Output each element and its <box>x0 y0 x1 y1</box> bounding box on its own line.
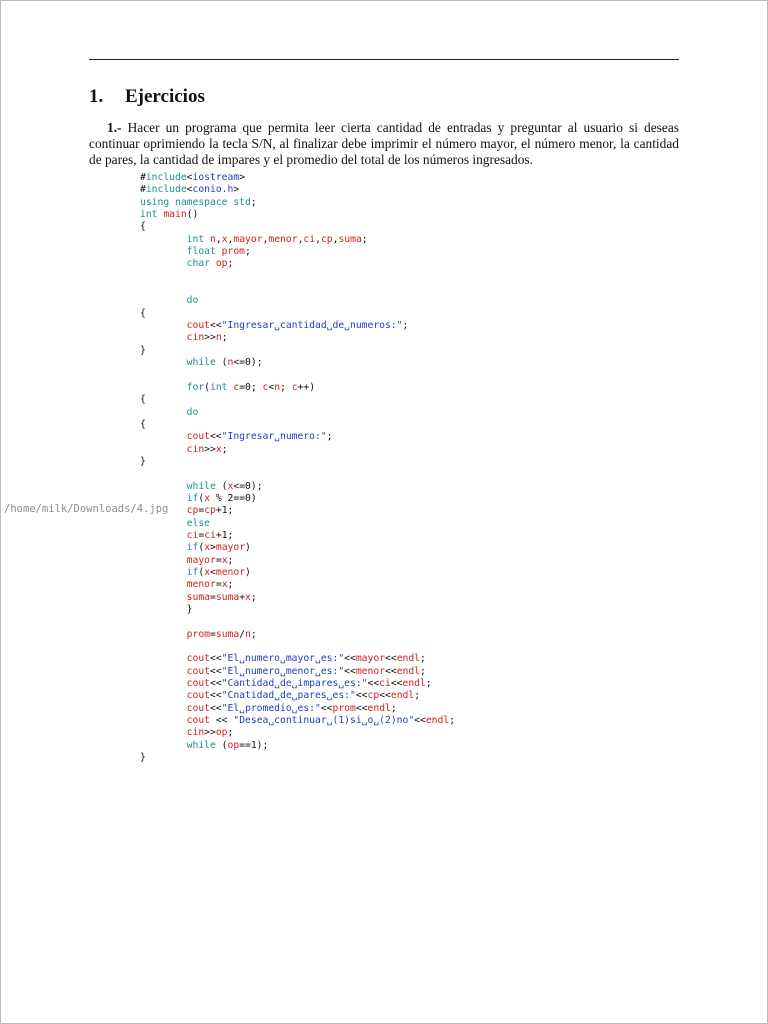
code-token: << <box>210 320 222 332</box>
code-token: +1; <box>215 505 234 517</box>
code-token: int <box>210 381 234 393</box>
code-token: ++) <box>297 381 316 393</box>
code-token: for <box>186 381 205 393</box>
code-token: = <box>210 628 216 640</box>
code-token: do <box>186 406 199 418</box>
code-token: , <box>315 233 321 245</box>
code-line <box>140 357 455 369</box>
code-token <box>140 690 187 701</box>
code-token: ; <box>414 690 421 702</box>
code-token: "El␣numero␣menor␣es:" <box>221 665 345 677</box>
code-token: int <box>186 233 211 245</box>
code-token <box>140 258 187 269</box>
code-token: > <box>233 184 240 196</box>
code-line <box>140 197 455 209</box>
code-token: , <box>262 233 269 245</box>
code-token: << <box>355 702 368 714</box>
code-token: cp <box>367 690 380 702</box>
code-line <box>140 604 455 616</box>
code-token: << <box>210 690 222 702</box>
code-token: suma <box>338 233 362 245</box>
code-token: include <box>145 172 187 183</box>
code-line <box>140 271 455 283</box>
code-token <box>140 357 187 368</box>
code-token <box>140 246 187 257</box>
code-token: prom <box>332 702 356 714</box>
code-line <box>140 456 455 468</box>
section-title: Ejercicios <box>125 86 205 107</box>
code-line <box>140 295 455 307</box>
code-token: x <box>204 567 211 578</box>
code-line <box>140 616 455 628</box>
code-token: () <box>186 209 199 221</box>
code-token: main <box>163 209 187 221</box>
code-token: endl <box>367 702 391 714</box>
code-token: menor <box>186 579 216 591</box>
code-token: >> <box>204 727 216 739</box>
code-token: ( <box>198 542 205 554</box>
code-token: cp <box>320 233 333 245</box>
code-token: cout <box>186 653 211 665</box>
code-token: ; <box>425 678 432 690</box>
code-token: ; <box>221 443 228 455</box>
code-token: if <box>186 492 199 504</box>
code-token: include <box>145 184 187 196</box>
code-line <box>140 505 455 517</box>
code-token: ( <box>221 739 228 751</box>
code-token <box>140 542 187 553</box>
code-token: op <box>215 258 228 270</box>
code-token: ; <box>326 431 333 443</box>
code-token: { <box>140 307 146 319</box>
code-token: menor <box>215 567 246 578</box>
code-token: endl <box>396 665 421 677</box>
code-line <box>140 715 455 727</box>
code-token: while <box>186 739 222 751</box>
code-token: >> <box>204 443 216 455</box>
code-line <box>140 258 455 270</box>
code-token <box>140 332 187 343</box>
code-line <box>140 221 455 233</box>
code-token: % 2==0) <box>210 492 257 504</box>
code-token <box>140 481 187 492</box>
code-token: suma <box>215 628 240 640</box>
code-token: mayor <box>186 554 216 566</box>
code-token: ci <box>379 678 391 690</box>
code-token: +1; <box>215 529 234 541</box>
code-line <box>140 332 455 344</box>
code-token: cout <box>186 431 211 443</box>
code-token <box>140 295 187 306</box>
code-line <box>140 184 455 196</box>
code-line <box>140 345 455 357</box>
code-token: << <box>367 678 380 690</box>
code-line <box>140 592 455 604</box>
code-token: ; <box>402 320 409 332</box>
code-token: / <box>239 628 246 640</box>
code-token: # <box>140 172 146 183</box>
code-token: prom <box>221 246 246 258</box>
code-token: ; <box>227 579 234 591</box>
code-line <box>140 246 455 258</box>
code-token: ci <box>303 233 316 245</box>
code-token <box>140 567 187 578</box>
code-token: n <box>227 357 234 369</box>
code-token: } <box>186 604 193 616</box>
code-token: << <box>320 702 333 714</box>
code-token <box>140 678 187 689</box>
code-line <box>140 518 455 530</box>
code-token: cin <box>186 727 205 739</box>
code-token: ; <box>227 258 234 270</box>
code-token: char <box>186 258 216 270</box>
code-line <box>140 567 455 579</box>
code-line <box>140 468 455 480</box>
code-token: = <box>198 529 205 541</box>
code-token: < <box>210 567 216 578</box>
code-line <box>140 678 455 690</box>
code-line <box>140 172 455 184</box>
code-token: if <box>186 542 199 554</box>
code-token: mayor <box>233 233 263 245</box>
code-token: >> <box>204 332 216 344</box>
code-token: while <box>186 357 222 369</box>
code-token <box>140 703 187 714</box>
code-token <box>140 727 187 738</box>
code-token: = <box>198 505 205 517</box>
code-token: cout <box>186 320 211 332</box>
code-token: < <box>186 172 193 183</box>
code-token <box>140 382 187 393</box>
code-line <box>140 740 455 752</box>
code-token: ci <box>204 529 216 541</box>
file-path-watermark: /home/milk/Downloads/4.jpg <box>4 503 169 515</box>
code-token: n <box>245 628 251 640</box>
code-token: cout <box>186 715 211 727</box>
section-heading <box>89 86 205 108</box>
code-token: << <box>210 678 222 690</box>
code-token <box>140 518 187 529</box>
code-token: int <box>140 209 164 221</box>
code-token: "Desea␣continuar␣(1)si␣o␣(2)no" <box>233 715 415 727</box>
exercise-text: Hacer un programa que permita leer cierta cantidad de entradas y preguntar al usuario si deseas continuar oprimiendo la tecla S/N, al finalizar debe imprimir el número mayor, el número menor, la cantidad de pares, la cantidad de impares y el promedio del total de los números ingresados. <box>89 120 679 167</box>
code-token: prom <box>186 628 211 640</box>
code-line <box>140 542 455 554</box>
code-token: float <box>186 246 222 258</box>
code-token: ( <box>198 492 205 504</box>
code-token: << <box>385 665 397 677</box>
code-token: ; <box>250 591 257 603</box>
code-token: << <box>414 715 426 727</box>
code-token: x <box>221 233 228 245</box>
code-token: << <box>385 653 397 665</box>
code-token: { <box>140 221 146 233</box>
code-token: =0; <box>239 381 263 393</box>
code-token: = <box>215 554 222 566</box>
code-token: "Ingresar␣cantidad␣de␣numeros:" <box>221 320 403 332</box>
code-token: iostream <box>192 172 240 183</box>
code-token: , <box>215 233 222 245</box>
code-token: ; <box>420 653 426 665</box>
code-token: menor <box>355 665 386 677</box>
code-line <box>140 394 455 406</box>
code-token: ( <box>221 357 228 369</box>
code-token: "Ingresar␣numero:" <box>221 431 327 443</box>
code-token: ( <box>204 381 211 393</box>
code-token: ci <box>186 529 199 541</box>
code-token: ) <box>245 567 251 578</box>
code-token: << <box>355 690 368 702</box>
code-token: suma <box>215 591 240 603</box>
code-token: cin <box>186 332 205 344</box>
code-token: c <box>291 381 298 393</box>
code-line <box>140 419 455 431</box>
code-token: { <box>140 418 146 430</box>
code-token: ; <box>361 233 368 245</box>
code-token: { <box>140 394 146 406</box>
code-token: ( <box>221 480 228 492</box>
code-token: "El␣promedio␣es:" <box>221 702 321 714</box>
code-token: < <box>268 381 275 393</box>
exercise-statement <box>89 120 679 168</box>
code-token: endl <box>390 690 415 702</box>
code-token: << <box>379 690 391 702</box>
code-token: cp <box>186 505 199 517</box>
code-token: << <box>344 653 356 665</box>
code-line <box>140 209 455 221</box>
code-token <box>140 666 187 677</box>
code-token: ) <box>245 542 251 554</box>
code-token: while <box>186 480 222 492</box>
code-line <box>140 234 455 246</box>
code-token: # <box>140 184 146 196</box>
code-token: << <box>210 665 222 677</box>
code-token: menor <box>268 233 298 245</box>
code-token: suma <box>186 591 211 603</box>
code-token <box>140 493 187 504</box>
code-token: ; <box>221 332 228 344</box>
code-token: x <box>204 542 211 554</box>
code-token: << <box>390 678 403 690</box>
code-line <box>140 431 455 443</box>
code-line <box>140 493 455 505</box>
header-rule <box>89 59 679 60</box>
exercise-label: 1.- <box>107 120 122 135</box>
code-token <box>140 505 187 516</box>
code-token: , <box>332 233 339 245</box>
code-token: conio.h <box>192 184 234 196</box>
code-token: > <box>210 542 216 554</box>
code-token <box>140 530 187 541</box>
code-token <box>140 715 187 726</box>
code-line <box>140 370 455 382</box>
code-line <box>140 629 455 641</box>
code-token <box>140 431 187 442</box>
code-token: ; <box>280 381 292 393</box>
code-token: x <box>221 554 228 566</box>
code-token: <=0); <box>233 480 263 492</box>
code-token: << <box>210 702 222 714</box>
code-token: n <box>274 381 281 393</box>
code-token: + <box>239 591 246 603</box>
code-line <box>140 703 455 715</box>
code-line <box>140 727 455 739</box>
code-token: cout <box>186 690 211 702</box>
code-token <box>140 629 187 640</box>
code-token: } <box>140 752 146 764</box>
code-token: using namespace std <box>140 196 251 208</box>
code-token: mayor <box>215 542 246 554</box>
code-token <box>140 740 187 751</box>
code-token: ( <box>198 567 205 578</box>
code-token: ==1); <box>239 739 269 751</box>
code-line <box>140 382 455 394</box>
code-token <box>140 234 187 245</box>
code-token: x <box>204 492 211 504</box>
code-token: ; <box>250 196 257 208</box>
code-token: , <box>297 233 304 245</box>
code-token: ; <box>420 665 426 677</box>
code-token: x <box>221 579 228 591</box>
code-token: cout <box>186 665 211 677</box>
code-token: = <box>215 579 222 591</box>
code-token: do <box>186 295 199 307</box>
code-token <box>140 604 187 615</box>
code-line <box>140 283 455 295</box>
code-line <box>140 641 455 653</box>
code-line <box>140 481 455 493</box>
code-token: = <box>210 591 216 603</box>
code-line <box>140 308 455 320</box>
code-token: < <box>186 184 193 196</box>
code-token: cp <box>204 505 216 517</box>
code-token <box>140 320 187 331</box>
code-token <box>140 592 187 603</box>
code-token: "El␣numero␣mayor␣es:" <box>221 653 345 665</box>
code-line <box>140 530 455 542</box>
code-token: n <box>215 332 222 344</box>
code-token: << <box>210 715 234 727</box>
code-token: } <box>140 455 146 467</box>
code-token: else <box>186 517 211 529</box>
code-line <box>140 555 455 567</box>
code-token: << <box>210 431 222 443</box>
code-line <box>140 752 455 764</box>
code-token: << <box>344 665 356 677</box>
code-token: cin <box>186 443 205 455</box>
code-token: "Cantidad␣de␣impares␣es:" <box>221 678 368 690</box>
code-line <box>140 653 455 665</box>
code-token: n <box>210 233 216 245</box>
code-line <box>140 579 455 591</box>
code-line <box>140 666 455 678</box>
code-line <box>140 320 455 332</box>
code-token: } <box>140 344 146 356</box>
code-token: ; <box>227 554 234 566</box>
code-token: ; <box>245 246 251 258</box>
code-token: c <box>233 381 240 393</box>
code-token: x <box>227 480 234 492</box>
code-token: x <box>215 443 222 455</box>
code-token <box>140 444 187 455</box>
code-token: cout <box>186 702 211 714</box>
code-token: "Cnatidad␣de␣pares␣es:" <box>221 690 356 702</box>
code-token: mayor <box>355 653 386 665</box>
code-line <box>140 444 455 456</box>
code-listing <box>140 172 455 765</box>
code-token: endl <box>396 653 421 665</box>
code-line <box>140 407 455 419</box>
code-token: op <box>227 739 240 751</box>
code-token: ; <box>250 628 257 640</box>
code-token <box>140 407 187 418</box>
code-token: ; <box>449 715 456 727</box>
code-token <box>140 579 187 590</box>
code-token: endl <box>402 678 426 690</box>
code-token: c <box>262 381 269 393</box>
code-token: op <box>215 727 228 739</box>
code-line <box>140 690 455 702</box>
code-token: ; <box>227 727 234 739</box>
code-token: > <box>239 172 246 183</box>
code-token: ; <box>390 702 397 714</box>
section-number: 1. <box>89 86 104 107</box>
code-token: <=0); <box>233 357 263 369</box>
code-token: x <box>245 591 251 603</box>
code-token: endl <box>425 715 450 727</box>
code-token <box>140 555 187 566</box>
code-token: , <box>227 233 234 245</box>
code-token <box>140 653 187 664</box>
code-token: cout <box>186 678 211 690</box>
code-token: << <box>210 653 222 665</box>
code-token: if <box>186 567 199 578</box>
